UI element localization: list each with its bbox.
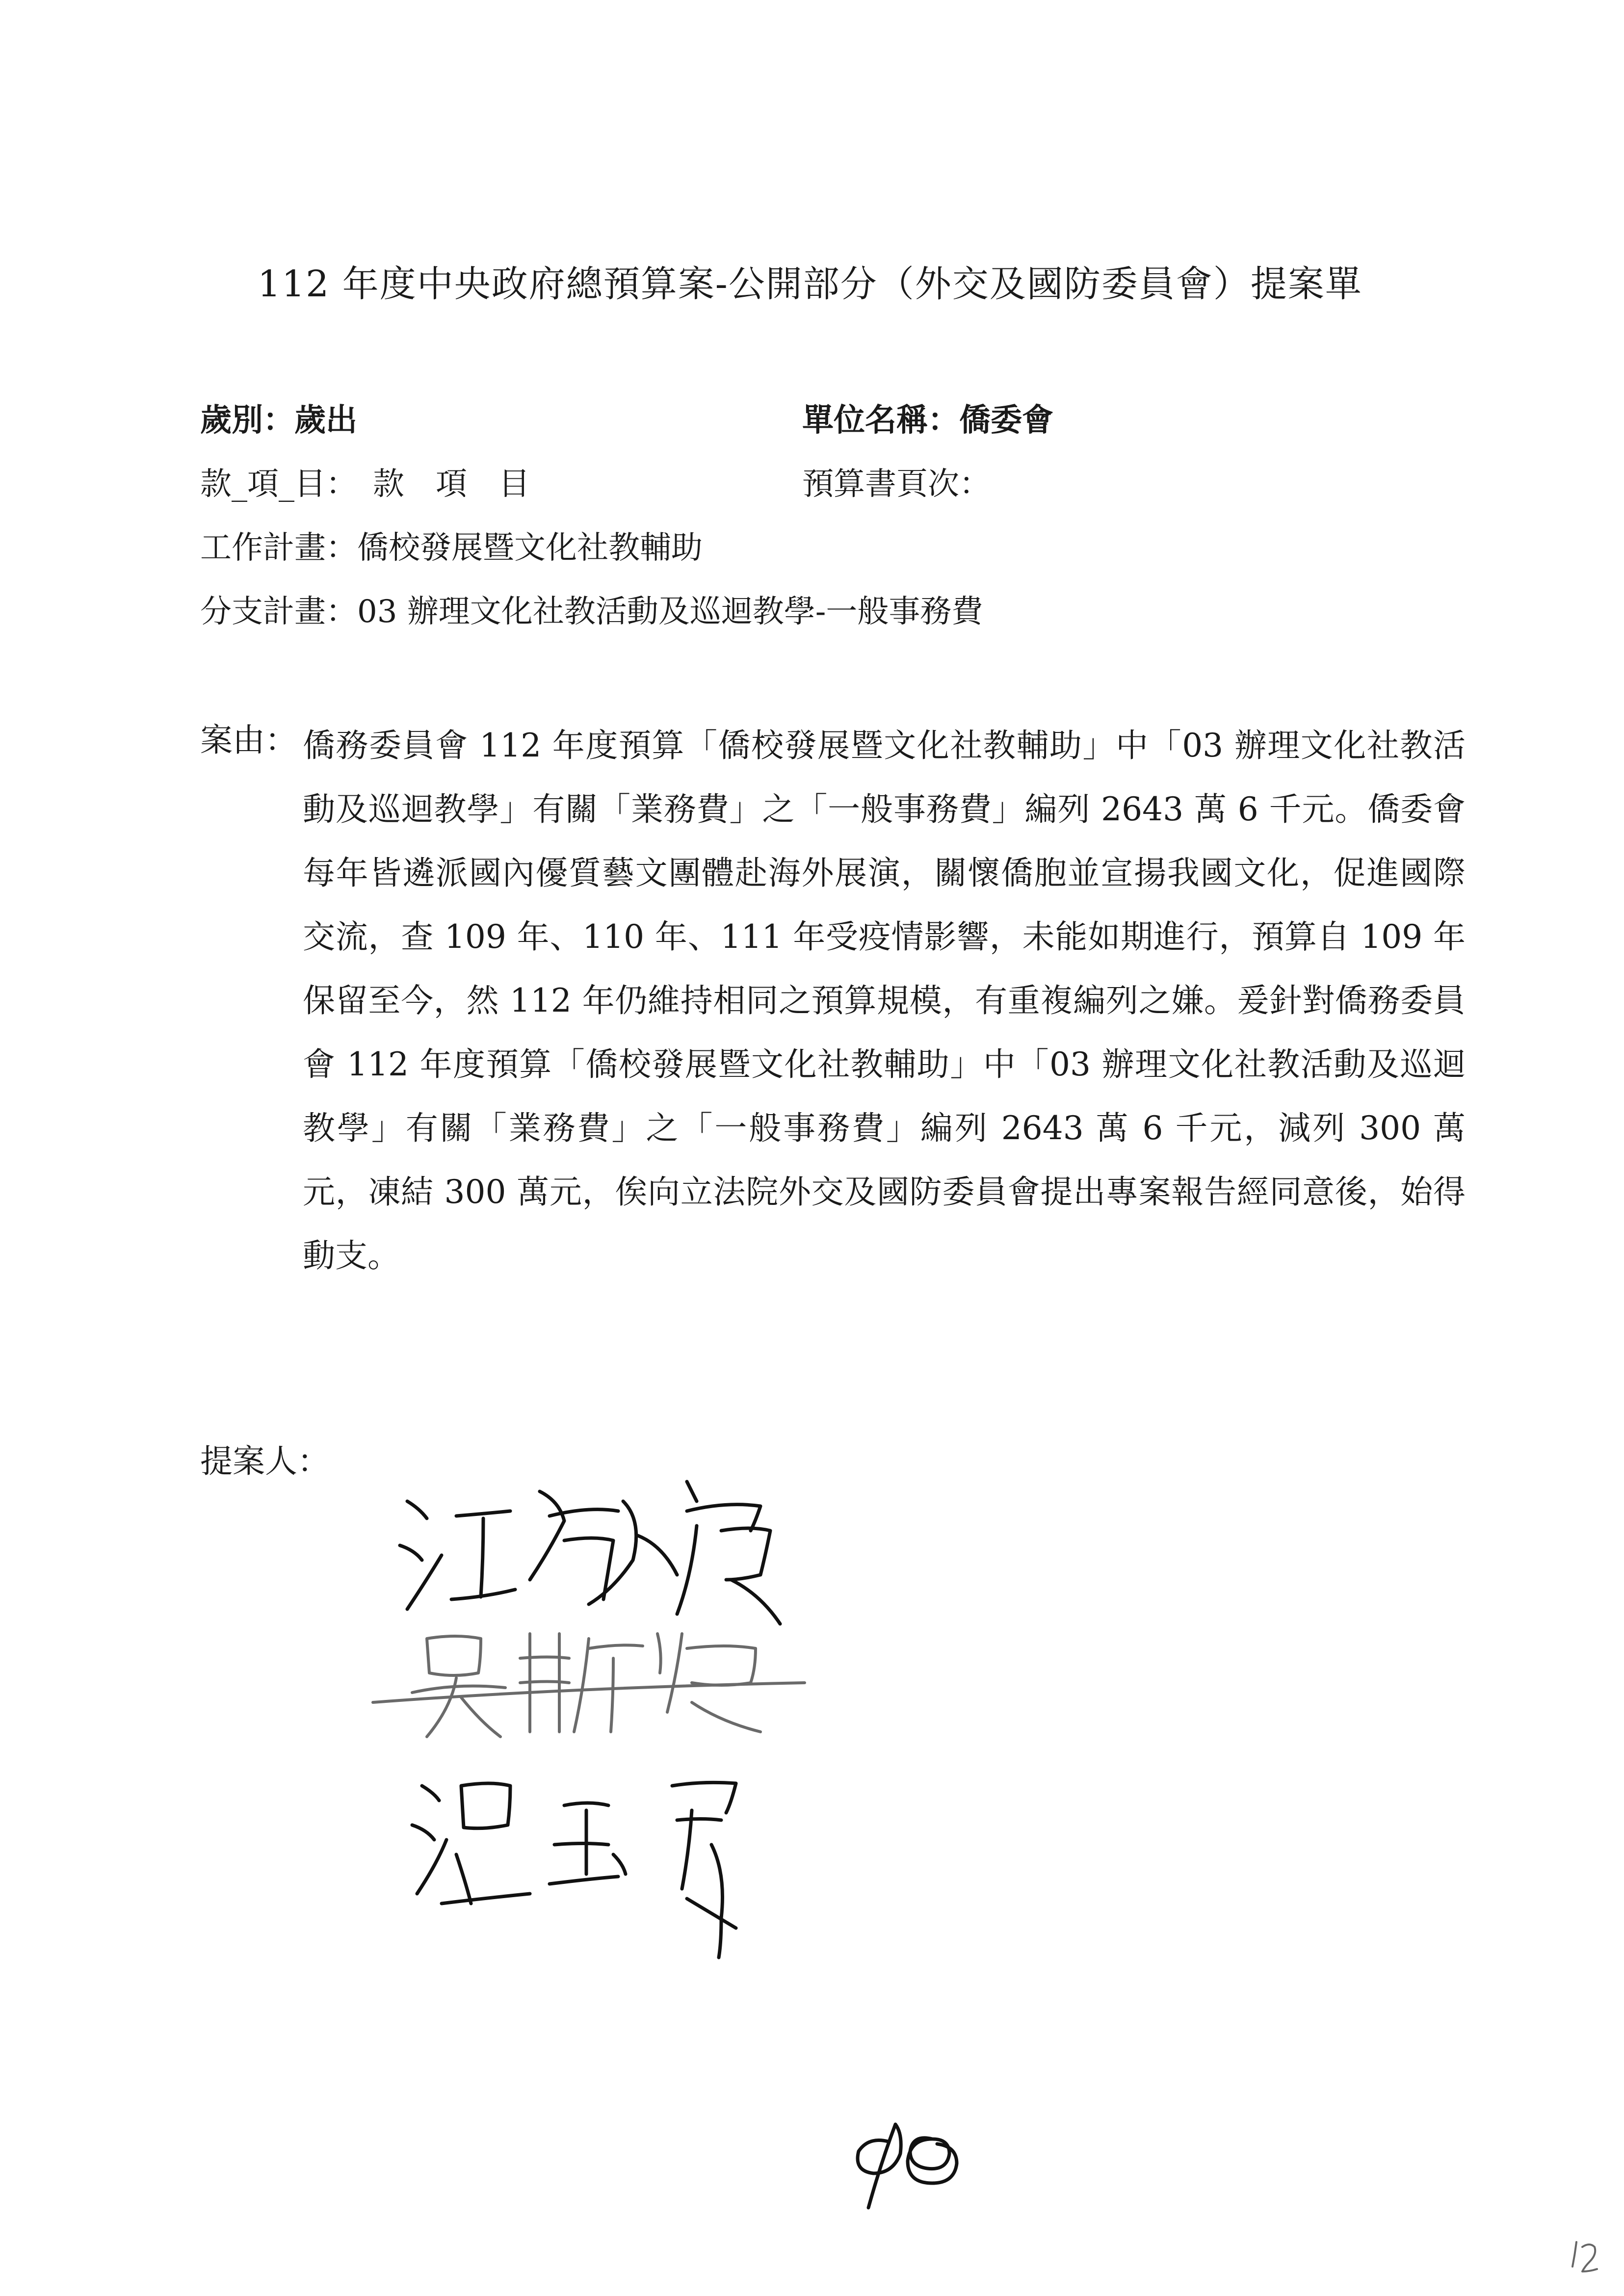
sub-plan: 分支計畫：03 辦理文化社教活動及巡迴教學-一般事務費 bbox=[200, 594, 983, 630]
year-type: 歲別：歲出 bbox=[200, 402, 357, 439]
signature-1 bbox=[400, 1482, 780, 1624]
page-number-handwritten bbox=[858, 2124, 957, 2208]
corner-mark-handwritten bbox=[1572, 2242, 1597, 2271]
proposer-label: 提案人： bbox=[200, 1442, 330, 1480]
unit-name: 單位名稱：僑委會 bbox=[802, 402, 1053, 439]
signature-3 bbox=[412, 1782, 736, 1957]
reason-text: 僑務委員會 112 年度預算「僑校發展暨文化社教輔助」中「03 辦理文化社教活動及巡迴教學」有關「業務費」之「一般事務費」編列 2643 萬 6 千元。僑委會每年皆遴派國內優質藝文團體赴海外展演，關懷僑胞並宣揚我國文化，促進國際交流，查 109 年、110 年、111 年受疫情影響，未能如期進行，預算自 109 年保留至今，然 112 年仍維持相同之預算規模，有重複編列之嫌。爰針對僑務委員會 112 年度預算「僑校發展暨文化社教輔助」中「03 辦理文化社教活動及巡迴教學」有關「業務費」之「一般事務費」編列 2643 萬 6 千元，減列 300 萬元，凍結 300 萬元，俟向立法院外交及國防委員會提出專案報告經同意後，始得動支。 bbox=[303, 727, 1466, 1275]
reason-label: 案由： bbox=[200, 721, 297, 759]
work-plan: 工作計畫：僑校發展暨文化社教輔助 bbox=[200, 530, 703, 566]
signature-2 bbox=[373, 1634, 805, 1737]
page-title: 112 年度中央政府總預算案-公開部分（外交及國防委員會）提案單 bbox=[258, 263, 1362, 305]
item-code: 款_項_目： 款 項 目 bbox=[200, 466, 530, 502]
budget-page: 預算書頁次： bbox=[802, 466, 991, 502]
